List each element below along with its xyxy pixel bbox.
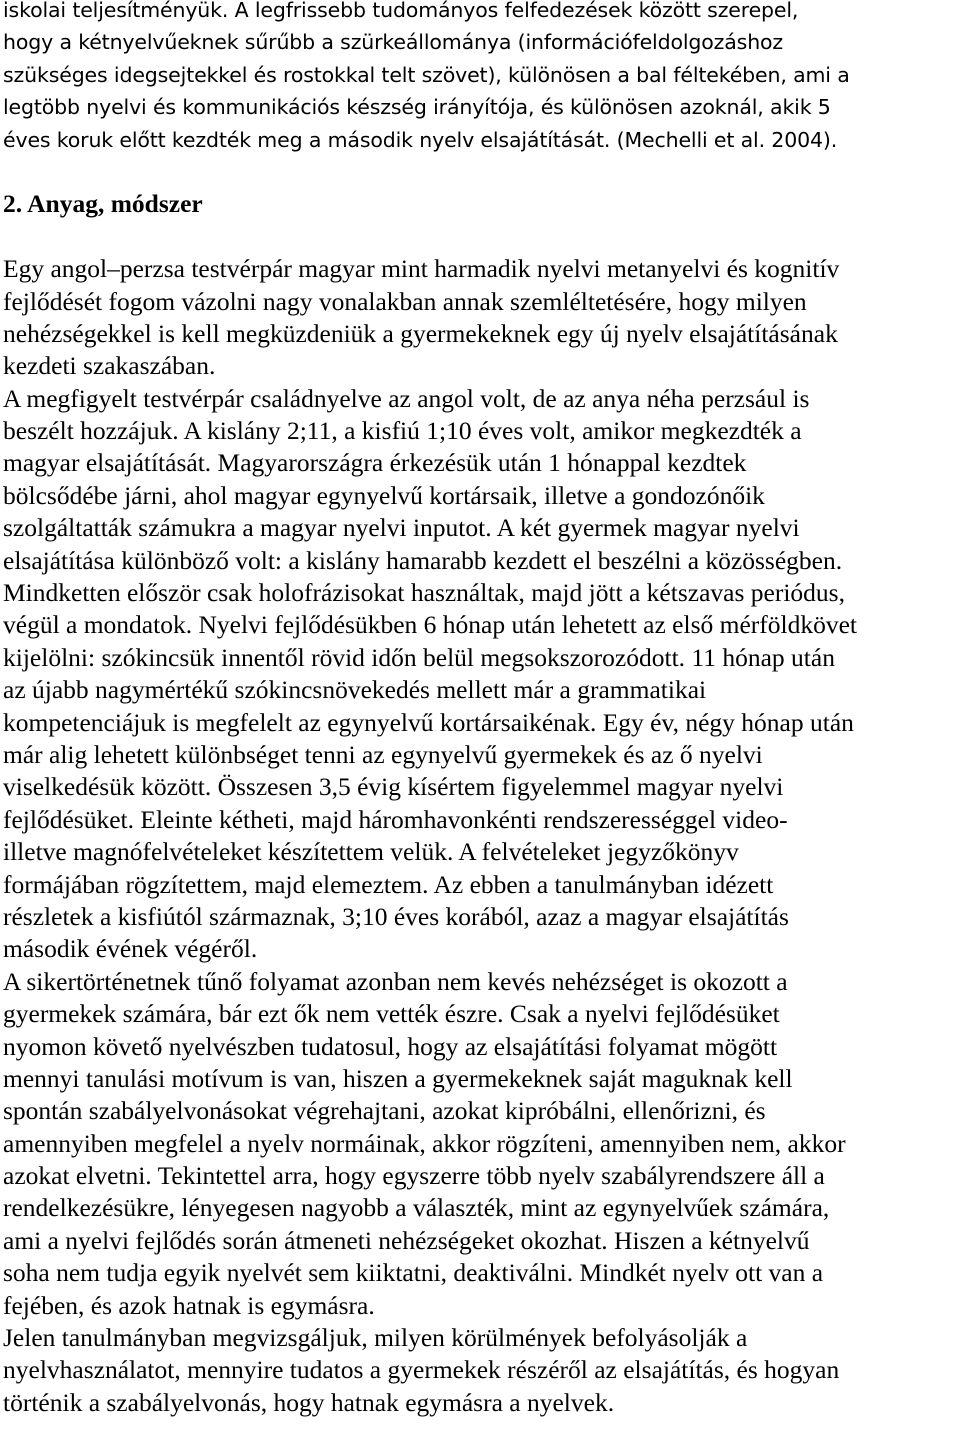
- text-line: részletek a kisfiútól származnak, 3;10 éves korából, azaz a magyar elsajátítás: [3, 901, 789, 931]
- text-line: legtöbb nyelvi és kommunikációs készség irányítója, és különösen azoknál, akik 5: [3, 95, 831, 120]
- text-line: nyomon követő nyelvészben tudatosul, hogy az elsajátítási folyamat mögött: [3, 1031, 778, 1061]
- text-line: végül a mondatok. Nyelvi fejlődésükben 6 hónap után lehetett az első mérföldkövet: [3, 610, 858, 640]
- text-line: hogy a kétnyelvűeknek sűrűbb a szürkeállománya (információfeldolgozáshoz: [3, 30, 784, 55]
- text-line: kezdeti szakaszában.: [3, 351, 216, 381]
- text-line: nyelvhasználatot, mennyire tudatos a gyermekek részéről az elsajátítás, és hogyan: [3, 1355, 840, 1385]
- text-line: spontán szabályelvonásokat végrehajtani, azokat kipróbálni, ellenőrizni, és: [3, 1096, 766, 1126]
- text-line: már alig lehetett különbséget tenni az egynyelvű gyermekek és az ő nyelvi: [3, 740, 763, 769]
- text-line: fejlődésüket. Eleinte kétheti, majd háromhavonkénti rendszerességgel video-: [3, 804, 788, 834]
- section-heading: 2. Anyag, módszer: [3, 189, 203, 219]
- text-line: gyermekek számára, bár ezt ők nem vették észre. Csak a nyelvi fejlődésüket: [3, 999, 780, 1029]
- text-line: A megfigyelt testvérpár családnyelve az angol volt, de az anya néha perzsául is: [3, 383, 810, 413]
- text-line: magyar elsajátítását. Magyarországra érkezésük után 1 hónappal kezdtek: [3, 448, 747, 478]
- text-line: azokat elvetni. Tekintettel arra, hogy egyszerre több nyelv szabályrendszere áll a: [3, 1161, 825, 1191]
- text-line: második évének végéről.: [3, 934, 258, 964]
- text-line: amennyiben megfelel a nyelv normáinak, akkor rögzíteni, amennyiben nem, akkor: [3, 1128, 846, 1158]
- text-line: elsajátítása különböző volt: a kislány hamarabb kezdett el beszélni a közösségben.: [3, 545, 843, 575]
- text-line: A sikertörténetnek tűnő folyamat azonban nem kevés nehézséget is okozott a: [3, 966, 788, 996]
- text-line: soha nem tudja egyik nyelvét sem kiiktatni, deaktiválni. Mindkét nyelv ott van a: [3, 1258, 824, 1288]
- text-line: Egy angol–perzsa testvérpár magyar mint harmadik nyelvi metanyelvi és kognitív: [3, 254, 840, 284]
- text-line: iskolai teljesítményük. A legfrissebb tudományos felfedezések között szerepel,: [3, 0, 799, 22]
- text-line: nehézségekkel is kell megküzdeniük a gyermekeknek egy új nyelv elsajátításának: [3, 318, 838, 348]
- text-line: Mindketten először csak holofrázisokat használtak, majd jött a kétszavas periódus,: [3, 578, 845, 608]
- intro-paragraph: [3, 0, 960, 156]
- text-line: az újabb nagymértékű szókincsnövekedés mellett már a grammatikai: [3, 675, 707, 705]
- text-line: fejében, és azok hatnak is egymásra.: [3, 1290, 375, 1320]
- text-line: bölcsődébe járni, ahol magyar egynyelvű kortársaik, illetve a gondozónőik: [3, 480, 765, 510]
- text-line: ami a nyelvi fejlődés során átmeneti nehézségeket okozhat. Hiszen a kétnyelvű: [3, 1225, 810, 1255]
- text-line: mennyi tanulási motívum is van, hiszen a gyermekeknek saját maguknak kell: [3, 1063, 793, 1093]
- text-line: fejlődését fogom vázolni nagy vonalakban annak szemléltetésére, hogy milyen: [3, 286, 807, 316]
- text-line: Jelen tanulmányban megvizsgáljuk, milyen körülmények befolyásolják a: [3, 1323, 748, 1353]
- text-line: viselkedésük között. Összesen 3,5 évig kísértem figyelemmel magyar nyelvi: [3, 772, 784, 802]
- text-line: kijelölni: szókincsük innentől rövid időn belül megsokszorozódott. 11 hónap után: [3, 642, 835, 672]
- body-paragraph-1: [3, 253, 960, 383]
- text-line: kompetenciájuk is megfelelt az egynyelvű kortársaikénak. Egy év, négy hónap után: [3, 707, 854, 737]
- text-line: éves koruk előtt kezdték meg a második nyelv elsajátítását. (Mechelli et al. 2004).: [3, 127, 838, 152]
- text-line: formájában rögzítettem, majd elemeztem. Az ebben a tanulmányban idézett: [3, 869, 774, 899]
- text-line: történik a szabályelvonás, hogy hatnak egymásra a nyelvek.: [3, 1387, 615, 1417]
- text-line: rendelkezésükre, lényegesen nagyobb a választék, mint az egynyelvűek számára,: [3, 1193, 830, 1223]
- body-paragraph-3: [3, 966, 960, 1322]
- body-paragraph-4: [3, 1322, 960, 1419]
- text-line: beszélt hozzájuk. A kislány 2;11, a kisfiú 1;10 éves volt, amikor megkezdték a: [3, 416, 802, 446]
- text-line: illetve magnófelvételeket készítettem velük. A felvételeket jegyzőkönyv: [3, 837, 739, 867]
- text-line: szükséges idegsejtekkel és rostokkal telt szövet), különösen a bal féltekében, ami a: [3, 62, 850, 87]
- body-paragraph-2: [3, 383, 960, 966]
- text-line: szolgáltatták számukra a magyar nyelvi inputot. A két gyermek magyar nyelvi: [3, 513, 800, 543]
